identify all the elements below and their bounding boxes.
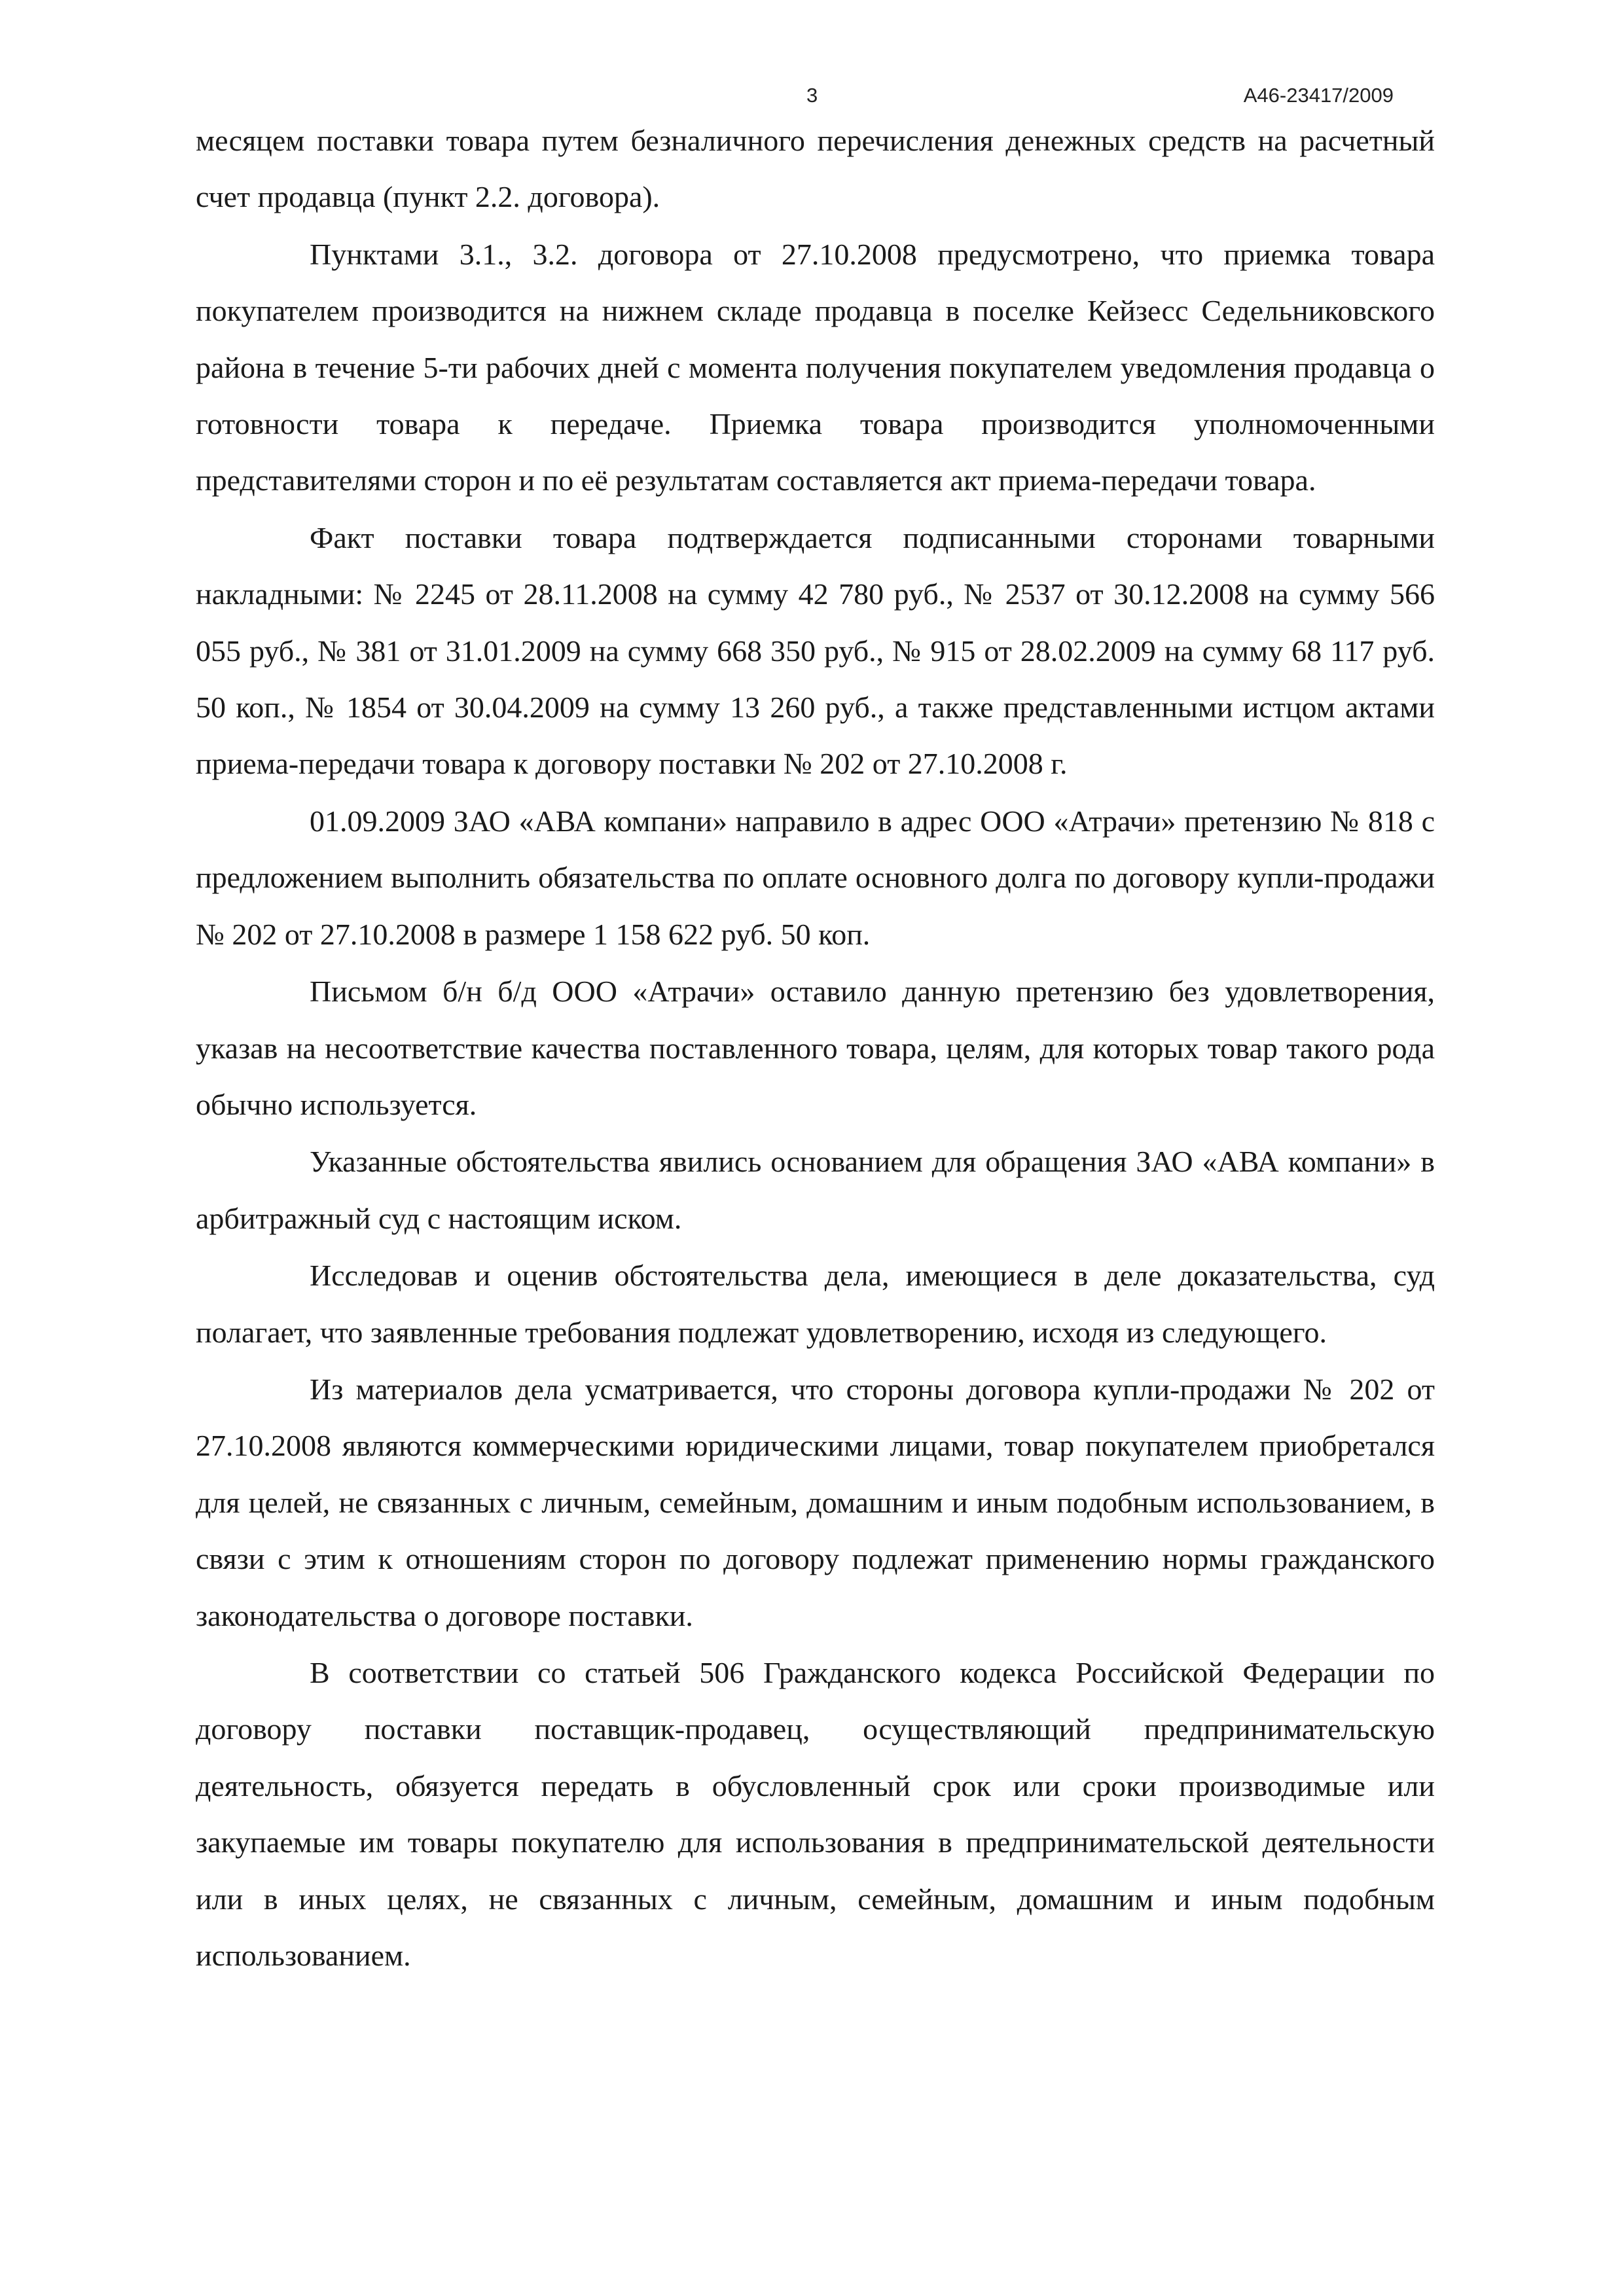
paragraph-case-materials: Из материалов дела усматривается, что стороны договора купли-продажи № 202 от 27.10.2008 являются коммерческими юридическими лицами, товар покупателем приобретался для целей, не связанных с личным, семейным, домашним и иным подобным использованием, в связи с этим к отношениям сторон по договору подлежат применению нормы гражданского законодательства о договоре поставки. [196, 1372, 1435, 1632]
paragraph-continuation: месяцем поставки товара путем безналичного перечисления денежных средств на расчетный счет продавца (пункт 2.2. договора). [196, 124, 1435, 214]
page-number: 3 [806, 84, 818, 107]
page-header [0, 84, 1624, 117]
paragraph-delivery-fact: Факт поставки товара подтверждается подписанными сторонами товарными накладными: № 2245 от 28.11.2008 на сумму 42 780 руб., № 2537 от 30.12.2008 на сумму 566 055 руб., № 381 от 31.01.2009 на сумму 668 350 руб., № 915 от 28.02.2009 на сумму 68 117 руб. 50 коп., № 1854 от 30.04.2009 на сумму 13 260 руб., а также представленными истцом актами приема-передачи товара к договору поставки № 202 от 27.10.2008 г. [196, 520, 1435, 781]
paragraph-grounds: Указанные обстоятельства явились основанием для обращения ЗАО «АВА компани» в арбитражный суд с настоящим иском. [196, 1145, 1435, 1235]
paragraph-court-assessment: Исследовав и оценив обстоятельства дела, имеющиеся в деле доказательства, суд полагает, что заявленные требования подлежат удовлетворению, исходя из следующего. [196, 1259, 1435, 1349]
paragraph-claim: 01.09.2009 ЗАО «АВА компани» направило в адрес ООО «Атрачи» претензию № 818 с предложением выполнить обязательства по оплате основного долга по договору купли-продажи № 202 от 27.10.2008 в размере 1 158 622 руб. 50 коп. [196, 804, 1435, 951]
paragraph-civil-code-506: В соответствии со статьей 506 Гражданского кодекса Российской Федерации по договору поставки поставщик-продавец, осуществляющий предпринимательскую деятельность, обязуется передать в обусловленный срок или сроки производимые или закупаемые им товары покупателю для использования в предпринимательской деятельности или в иных целях, не связанных с личным, семейным, домашним и иным подобным использованием. [196, 1655, 1435, 1972]
document-body [196, 113, 1435, 1984]
paragraph-claim-response: Письмом б/н б/д ООО «Атрачи» оставило данную претензию без удовлетворения, указав на несоответствие качества поставленного товара, целям, для которых товар такого рода обычно используется. [196, 975, 1435, 1121]
paragraph-acceptance-terms: Пунктами 3.1., 3.2. договора от 27.10.2008 предусмотрено, что приемка товара покупателем производится на нижнем складе продавца в поселке Кейзесс Седельниковского района в течение 5-ти рабочих дней с момента получения покупателем уведомления продавца о готовности товара к передаче. Приемка товара производится уполномоченными представителями сторон и по её результатам составляется акт приема-передачи товара. [196, 237, 1435, 497]
case-number: А46-23417/2009 [1243, 84, 1394, 107]
